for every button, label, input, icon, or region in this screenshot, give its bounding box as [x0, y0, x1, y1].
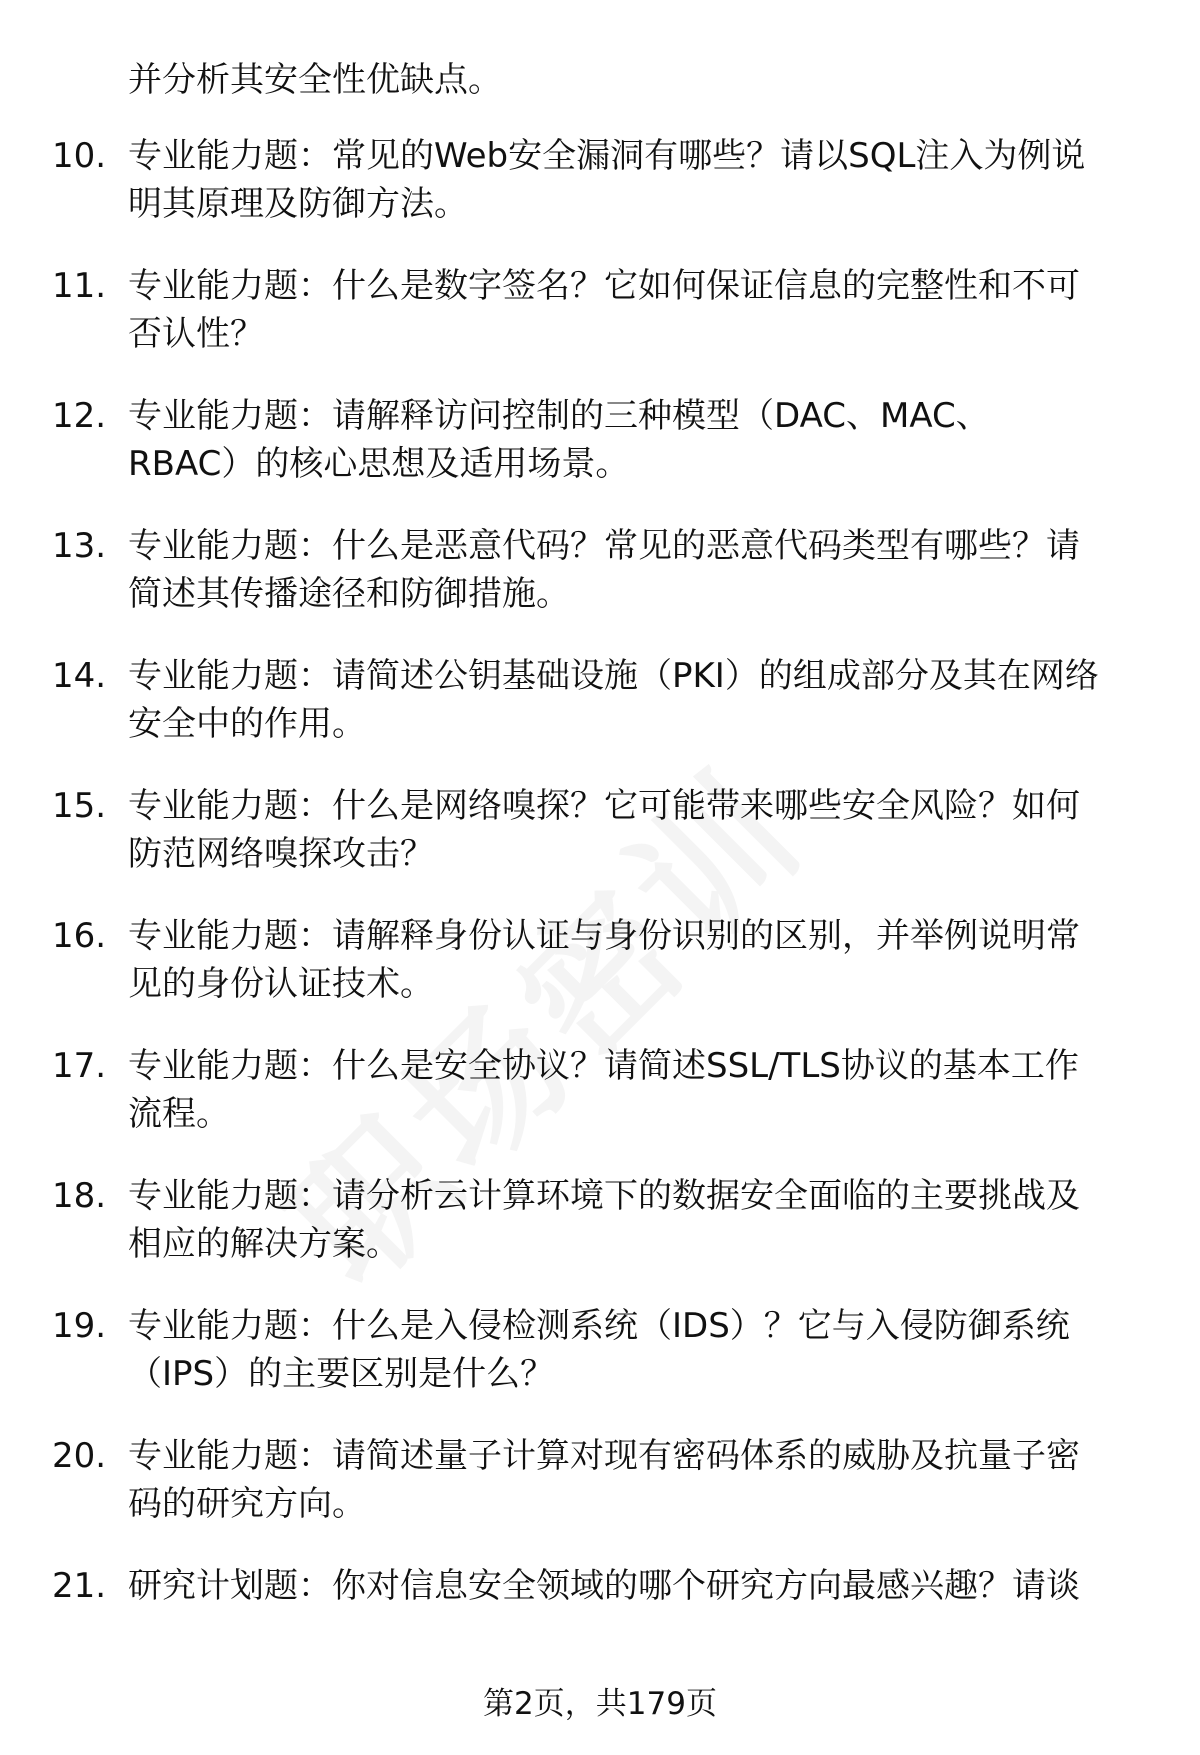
item-text-line: 见的身份认证技术。	[128, 964, 434, 1004]
item-text	[128, 262, 1168, 358]
item-text	[128, 912, 1168, 1008]
item-text-line: 防范网络嗅探攻击？	[128, 834, 434, 874]
item-number: 13.	[52, 526, 107, 566]
item-text-line: 相应的解决方案。	[128, 1224, 400, 1264]
item-text-line: 否认性？	[128, 314, 264, 354]
item-text-line: 研究计划题：你对信息安全领域的哪个研究方向最感兴趣？请谈	[128, 1566, 1080, 1606]
item-number: 16.	[52, 916, 107, 956]
list-item	[0, 132, 1200, 262]
list-item	[0, 652, 1200, 782]
item-number: 19.	[52, 1306, 107, 1346]
item-text-line: （IPS）的主要区别是什么？	[128, 1354, 555, 1394]
list-item	[0, 1432, 1200, 1562]
item-text	[128, 392, 1168, 488]
item-text	[128, 652, 1168, 748]
item-number: 10.	[52, 136, 107, 176]
list-item	[0, 1302, 1200, 1432]
question-list	[0, 132, 1200, 1692]
item-text-line: 简述其传播途径和防御措施。	[128, 574, 570, 614]
list-item	[0, 262, 1200, 392]
item-number: 11.	[52, 266, 107, 306]
item-text-line: 专业能力题：请解释访问控制的三种模型（DAC、MAC、	[128, 396, 990, 436]
item-text-line: 专业能力题：什么是数字签名？它如何保证信息的完整性和不可	[128, 266, 1080, 306]
item-text-line: 专业能力题：什么是恶意代码？常见的恶意代码类型有哪些？请	[128, 526, 1080, 566]
item-text	[128, 782, 1168, 878]
list-item	[0, 1562, 1200, 1692]
item-number: 21.	[52, 1566, 107, 1606]
item-text-line: 专业能力题：请简述公钥基础设施（PKI）的组成部分及其在网络	[128, 656, 1099, 696]
item-text-line: 专业能力题：什么是安全协议？请简述SSL/TLS协议的基本工作	[128, 1046, 1079, 1086]
item-number: 12.	[52, 396, 107, 436]
item-text-line: 专业能力题：常见的Web安全漏洞有哪些？请以SQL注入为例说	[128, 136, 1086, 176]
item-text-line: 专业能力题：什么是网络嗅探？它可能带来哪些安全风险？如何	[128, 786, 1080, 826]
item-number: 20.	[52, 1436, 107, 1476]
item-text	[128, 1302, 1168, 1398]
item-text-line: 专业能力题：什么是入侵检测系统（IDS）？它与入侵防御系统	[128, 1306, 1070, 1346]
item-text	[128, 1172, 1168, 1268]
item-text	[128, 522, 1168, 618]
item-text-line: 安全中的作用。	[128, 704, 366, 744]
item-text-line: 专业能力题：请分析云计算环境下的数据安全面临的主要挑战及	[128, 1176, 1080, 1216]
item-text	[128, 1042, 1168, 1138]
item-text	[128, 1432, 1168, 1528]
item-number: 17.	[52, 1046, 107, 1086]
item-text-line: 码的研究方向。	[128, 1484, 366, 1524]
item-text-line: 明其原理及防御方法。	[128, 184, 468, 224]
item-text-line: 流程。	[128, 1094, 230, 1134]
item-text-line: RBAC）的核心思想及适用场景。	[128, 444, 630, 484]
list-item	[0, 1042, 1200, 1172]
list-item	[0, 392, 1200, 522]
list-item	[0, 522, 1200, 652]
item-text	[128, 1562, 1168, 1610]
item-text	[128, 132, 1168, 228]
continued-text: 并分析其安全性优缺点。	[128, 60, 502, 100]
list-item	[0, 912, 1200, 1042]
item-text-line: 专业能力题：请解释身份认证与身份识别的区别，并举例说明常	[128, 916, 1080, 956]
item-text-line: 专业能力题：请简述量子计算对现有密码体系的威胁及抗量子密	[128, 1436, 1080, 1476]
page-footer: 第2页，共179页	[483, 1686, 717, 1722]
item-number: 15.	[52, 786, 107, 826]
item-number: 14.	[52, 656, 107, 696]
list-item	[0, 1172, 1200, 1302]
item-number: 18.	[52, 1176, 107, 1216]
list-item	[0, 782, 1200, 912]
